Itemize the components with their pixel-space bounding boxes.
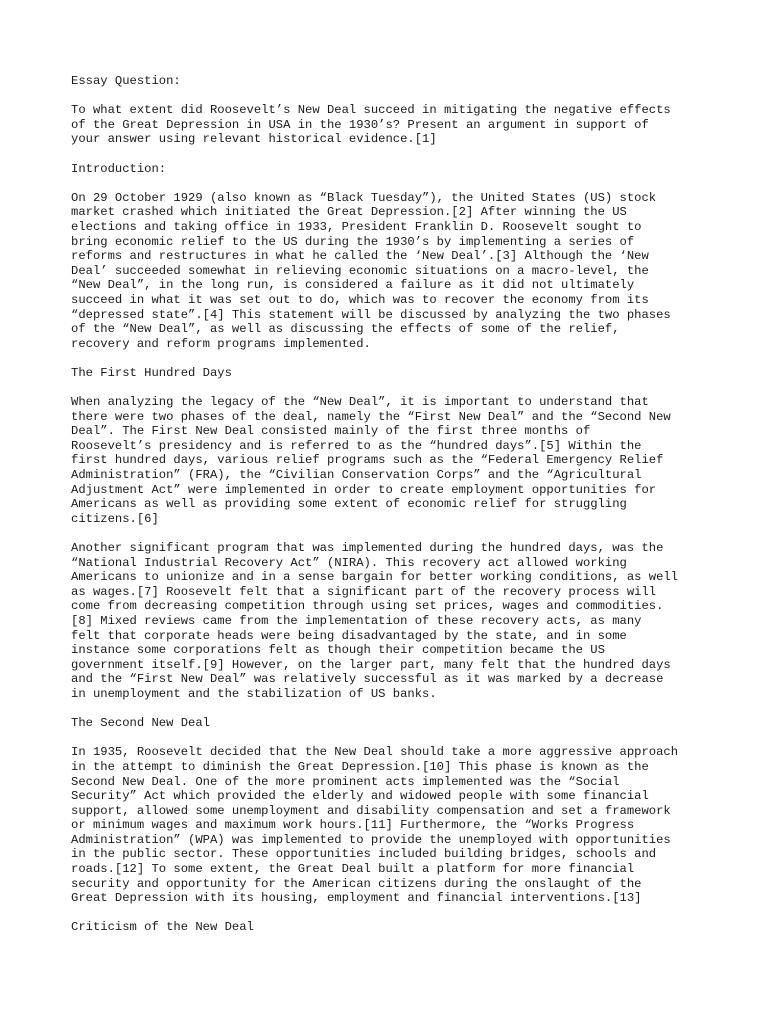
first-hundred-days-paragraph-2: Another significant program that was implemented during the hundred days, was the “National Industrial Recovery Act” (NIRA). This recovery act allowed working Americans to unionize and in a sense bargain for better working conditions, as well as wages.[7] Roosevelt felt that a significant part of the recovery process will come from decreasing competition through using set prices, wages and commodities. [8] Mixed reviews came from the implementation of these recovery acts, as many felt that corporate heads were being disadvantaged by the state, and in some instance some corporations felt as though their competition became the US government itself.[9] However, on the larger part, many felt that the hundred days and the “First New Deal” was relatively successful as it was marked by a decrease in unemployment and the stabilization of US banks.: [71, 541, 679, 701]
first-hundred-days-paragraph-1: When analyzing the legacy of the “New Deal”, it is important to understand that there were two phases of the deal, namely the “First New Deal” and the “Second New Deal”. The First New Deal consisted mainly of the first three months of Roosevelt’s presidency and is referred to as the “hundred days”.[5] Within the first hundred days, various relief programs such as the “Federal Emergency Relief Administration” (FRA), the “Civilian Conservation Corps” and the “Agricultural Adjustment Act” were implemented in order to create employment opportunities for Americans as well as providing some extent of economic relief for struggling citizens.[6]: [71, 395, 671, 526]
second-new-deal-paragraph: In 1935, Roosevelt decided that the New Deal should take a more aggressive approach in the attempt to diminish the Great Depression.[10] This phase is known as the Second New Deal. One of the more prominent acts implemented was the “Social Security” Act which provided the elderly and widowed people with some financial support, allowed some unemployment and disability compensation and set a framework or minimum wages and maximum work hours.[11] Furthermore, the “Works Progress Administration” (WPA) was implemented to provide the unemployed with opportunities in the public sector. These opportunities included building bridges, schools and roads.[12] To some extent, the Great Deal built a platform for more financial security and opportunity for the American citizens during the onslaught of the Great Depression with its housing, employment and financial interventions.[13]: [71, 745, 679, 906]
second-new-deal-heading: The Second New Deal: [71, 716, 210, 731]
first-hundred-days-heading: The First Hundred Days: [71, 365, 232, 380]
essay-question-text: To what extent did Roosevelt’s New Deal succeed in mitigating the negative effects of the Great Depression in USA in the 1930’s? Present an argument in support of your answer using relevant historical evidence.[1]: [71, 103, 671, 147]
criticism-heading: Criticism of the New Deal: [71, 920, 254, 935]
essay-question-label: Essay Question:: [71, 74, 181, 88]
introduction-paragraph: On 29 October 1929 (also known as “Black Tuesday”), the United States (US) stock market crashed which initiated the Great Depression.[2] After winning the US elections and taking office in 1933, President Franklin D. Roosevelt sought to bring economic relief to the US during the 1930’s by implementing a series of reforms and restructures in what he called the ‘New Deal’.[3] Although the ‘New Deal’ succeeded somewhat in relieving economic situations on a macro-level, the “New Deal”, in the long run, is considered a failure as it did not ultimately succeed in what it was set out to do, which was to recover the economy from its “depressed state”.[4] This statement will be discussed by analyzing the two phases of the “New Deal”, as well as discussing the effects of some of the relief, recovery and reform programs implemented.: [71, 190, 671, 351]
document-page: [71, 74, 711, 950]
introduction-heading: Introduction:: [71, 161, 167, 176]
